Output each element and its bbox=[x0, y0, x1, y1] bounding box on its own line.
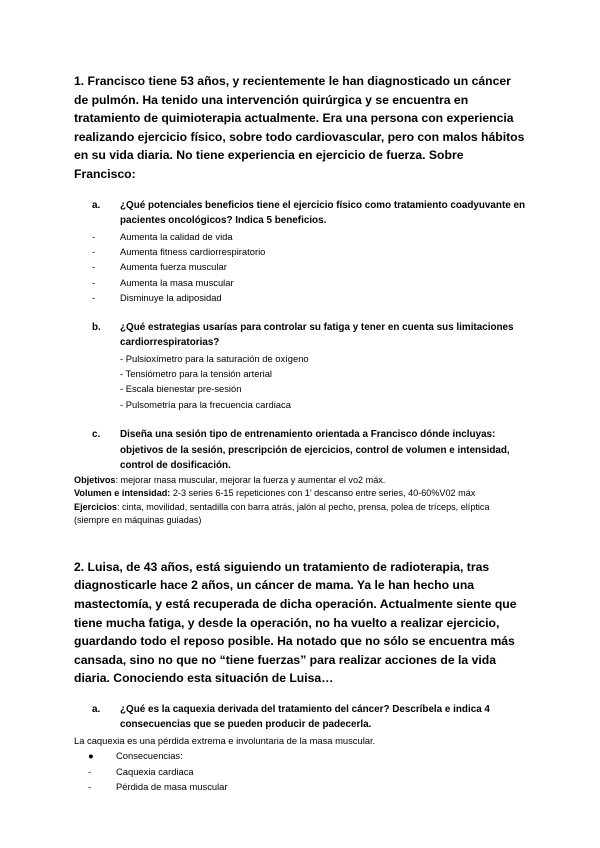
consequences-bullet: ● Consecuencias: bbox=[74, 748, 526, 763]
question-1b bbox=[74, 320, 526, 351]
question-2a-text: ¿Qué es la caquexia derivada del tratamiento del cáncer? Descríbela e indica 4 consecuencias que se pueden producir de padecerla. bbox=[120, 703, 490, 731]
question-1a-letter: a. bbox=[92, 199, 101, 211]
list-item: - Disminuye la adiposidad bbox=[92, 292, 222, 304]
list-item: - Aumenta la calidad de vida bbox=[92, 230, 233, 242]
question-1b-text: ¿Qué estrategias usarías para controlar su fatiga y tener en cuenta sus limitaciones cardiorrespiratorias? bbox=[120, 321, 514, 349]
strategy-item: - Escala bienestar pre-sesión bbox=[120, 383, 242, 395]
list-item: - Pérdida de masa muscular bbox=[88, 781, 228, 793]
objetivos-paragraph: Objetivos: mejorar masa muscular, mejorar la fuerza y aumentar el vo2 máx. bbox=[74, 474, 386, 485]
list-item: - Aumenta fitness cardiorrespiratorio bbox=[92, 245, 266, 257]
question-1a-text: ¿Qué potenciales beneficios tiene el ejercicio físico como tratamiento coadyuvante en pacientes oncológicos? Indica 5 beneficios. bbox=[120, 199, 525, 227]
ejercicios-paragraph: Ejercicios: cinta, movilidad, sentadilla con barra atrás, jalón al pecho, prensa, polea de tríceps, elíptica (siempre en máquinas guiadas) bbox=[74, 501, 490, 526]
list-item: - Aumenta la masa muscular bbox=[92, 276, 234, 288]
benefits-list bbox=[74, 229, 526, 306]
consequences-list bbox=[74, 764, 526, 795]
strategy-item: - Pulsioxímetro para la saturación de oxígeno bbox=[120, 352, 309, 364]
volumen-paragraph: Volumen e intensidad: 2-3 series 6-15 repeticiones con 1’ descanso entre series, 40-60%V02 máx bbox=[74, 488, 476, 499]
question-2-title: 2. Luisa, de 43 años, está siguiendo un tratamiento de radioterapia, tras diagnosticarle hace 2 años, un cáncer de mama. Ya le han hecho una mastectomía, y está recuperada de dicha operación. Actualmente siente que tiene mucha fatiga, y desde la operación, no ha vuelto a realizar ejercicio, guardando todo el reposo posible. Ha notado que no sólo se encuentra más cansada, sino no que no “tiene fuerzas” para realizar acciones de la vida diaria. Conociendo esta situación de Luisa… bbox=[74, 559, 517, 686]
strategy-item: - Pulsometría para la frecuencia cardiaca bbox=[120, 398, 291, 410]
question-1c bbox=[74, 427, 526, 474]
caquexia-definition: La caquexia es una pérdida extrema e involuntaria de la masa muscular. bbox=[74, 734, 376, 746]
question-1-title: 1. Francisco tiene 53 años, y recientemente le han diagnosticado un cáncer de pulmón. Ha tenido una intervención quirúrgica y se encuentra en tratamiento de quimioterapia actualmente. Era una persona con experiencia realizando ejercicio físico, sobre todo cardiovascular, pero con malos hábitos en su vida diaria. No tiene experiencia en ejercicio de fuerza. Sobre Francisco: bbox=[74, 74, 525, 181]
question-1c-letter: c. bbox=[92, 429, 101, 441]
list-item: - Caquexia cardiaca bbox=[88, 765, 194, 777]
question-1c-text: Diseña una sesión tipo de entrenamiento orientada a Francisco dónde incluyas: objetivos de la sesión, prescripción de ejercicios, control de volumen e intensidad, control de dosificación. bbox=[120, 429, 510, 472]
strategy-item: - Tensiómetro para la tensión arterial bbox=[120, 368, 272, 379]
list-item: - Aumenta fuerza muscular bbox=[92, 261, 227, 273]
question-2a bbox=[74, 702, 526, 733]
question-2a-letter: a. bbox=[92, 703, 101, 715]
bullet-icon: ● bbox=[88, 750, 94, 762]
question-1b-letter: b. bbox=[92, 321, 101, 333]
question-1a bbox=[74, 198, 526, 229]
